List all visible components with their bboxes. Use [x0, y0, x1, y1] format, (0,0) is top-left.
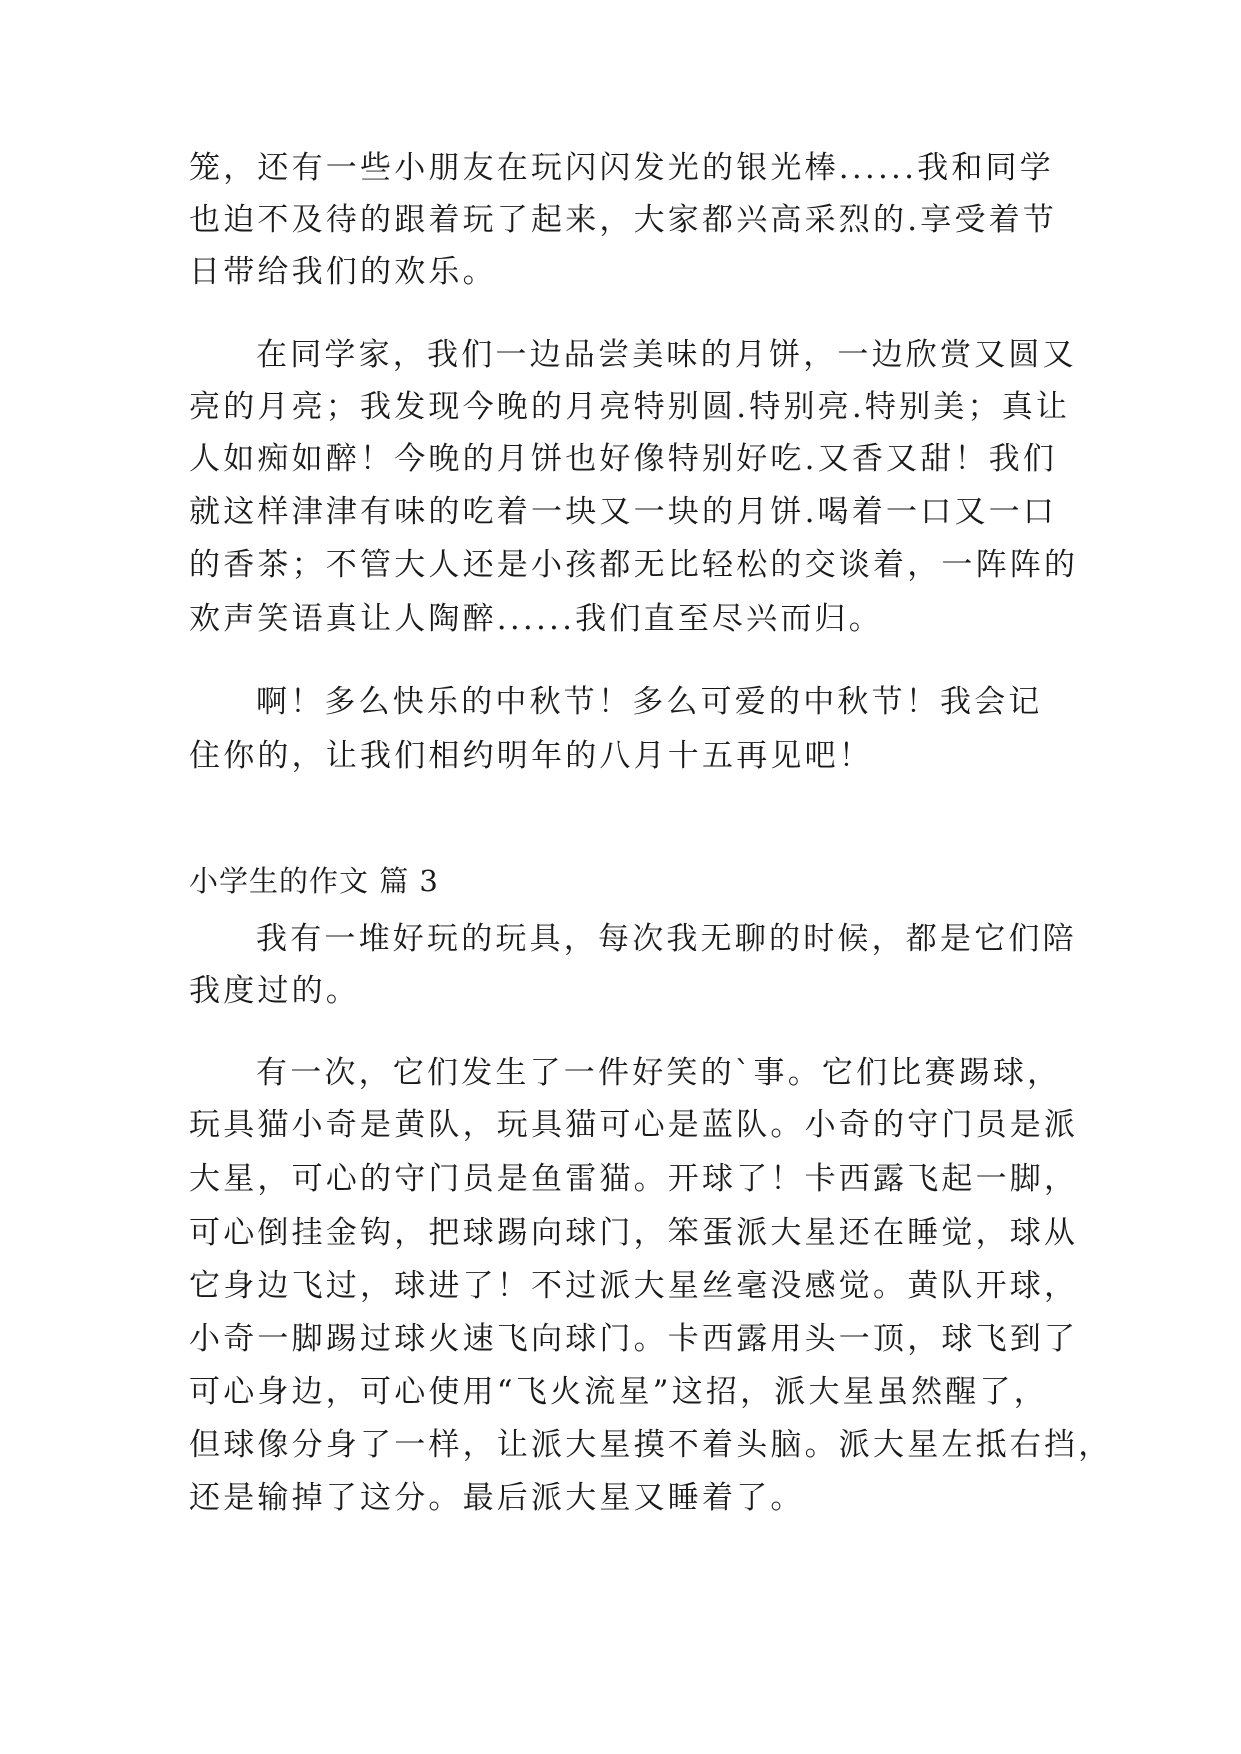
text-line: 可心身边，可心使用“飞火流星”这招，派大星虽然醒了， — [189, 1374, 1048, 1410]
text-line: 住你的，让我们相约明年的八月十五再见吧！ — [189, 738, 873, 774]
text-line: 小奇一脚踢过球火速飞向球门。卡西露用头一顶，球飞到了 — [189, 1321, 1079, 1357]
text-line: 还是输掉了这分。最后派大星又睡着了。 — [189, 1480, 805, 1516]
text-line: 日带给我们的欢乐。 — [189, 254, 497, 290]
text-line: 欢声笑语真让人陶醉......我们直至尽兴而归。 — [189, 601, 883, 637]
text-line: 笼，还有一些小朋友在玩闪闪发光的银光棒......我和同学 — [189, 150, 1054, 186]
text-line: 玩具猫小奇是黄队，玩具猫可心是蓝队。小奇的守门员是派 — [189, 1107, 1079, 1143]
paragraph-first-line: 啊！多么快乐的中秋节！多么可爱的中秋节！我会记 — [256, 684, 1043, 720]
paragraph-first-line: 在同学家，我们一边品尝美味的月饼，一边欣赏又圆又 — [256, 337, 1077, 373]
text-line: 大星，可心的守门员是鱼雷猫。开球了！卡西露飞起一脚， — [189, 1161, 1079, 1197]
text-line: 也迫不及待的跟着玩了起来，大家都兴高采烈的.享受着节 — [189, 202, 1058, 238]
paragraph-first-line: 有一次，它们发生了一件好笑的`事。它们比赛踢球， — [256, 1055, 1062, 1091]
text-line: 亮的月亮；我发现今晚的月亮特别圆.特别亮.特别美；真让 — [189, 389, 1071, 425]
text-line: 人如痴如醉！今晚的月饼也好像特别好吃.又香又甜！我们 — [189, 441, 1058, 477]
text-line: 它身边飞过，球进了！不过派大星丝毫没感觉。黄队开球， — [189, 1268, 1079, 1304]
text-line: 我度过的。 — [189, 973, 360, 1009]
text-line: 就这样津津有味的吃着一块又一块的月饼.喝着一口又一口 — [189, 494, 1058, 530]
text-line: 但球像分身了一样，让派大星摸不着头脑。派大星左抵右挡， — [189, 1427, 1113, 1463]
section-heading: 小学生的作文 篇 3 — [189, 864, 439, 898]
paragraph-first-line: 我有一堆好玩的玩具，每次我无聊的时候，都是它们陪 — [256, 921, 1077, 957]
text-line: 的香茶；不管大人还是小孩都无比轻松的交谈着，一阵阵的 — [189, 547, 1079, 583]
text-line: 可心倒挂金钩，把球踢向球门，笨蛋派大星还在睡觉，球从 — [189, 1215, 1079, 1251]
